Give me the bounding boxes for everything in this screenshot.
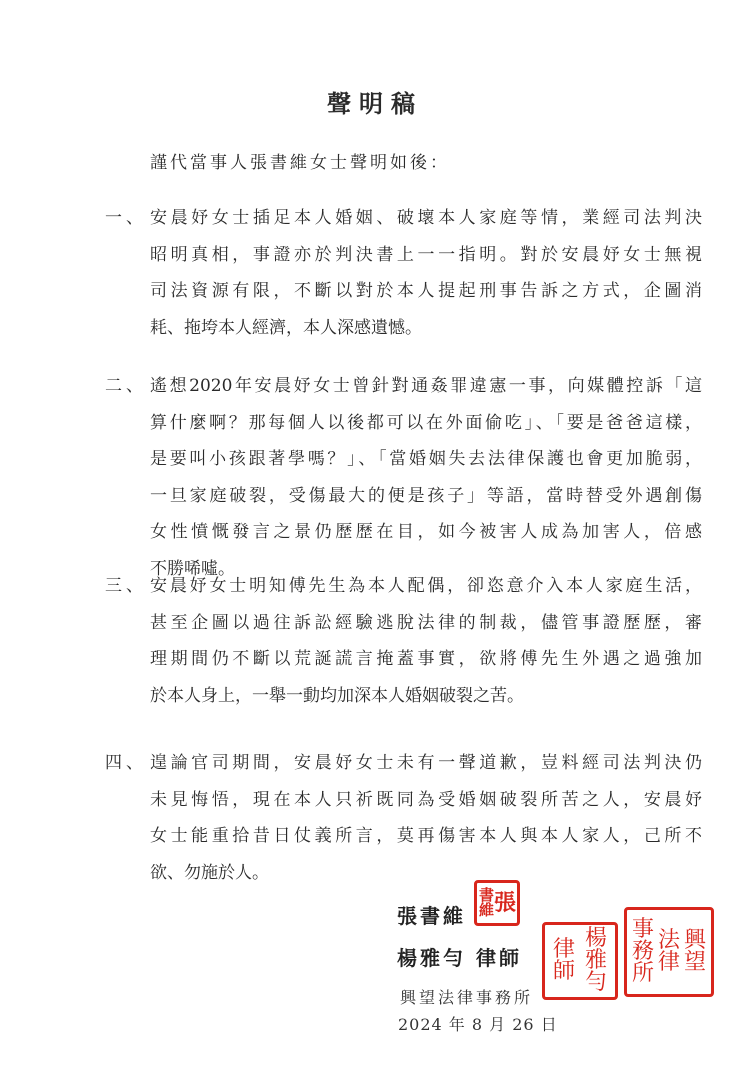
firm-name: 興望法律事務所 (400, 988, 534, 1007)
text-line: 欲、勿施於人。 (150, 862, 269, 883)
text-line: 安晨妤女士明知傅先生為本人配偶，卻恣意介入本人家庭生活， (150, 576, 702, 596)
section-number: 一、 (105, 208, 147, 228)
section-text (150, 748, 702, 894)
date: 2024 年 8 月 26 日 (398, 1015, 558, 1034)
text-line: 未見悔悟，現在本人只祈既同為受婚姻破裂所苦之人，安晨妤 (150, 789, 702, 810)
text-line: 遙想2020年安晨妤女士曾針對通姦罪違憲一事，向媒體控訴「這 (150, 376, 702, 396)
lawyer-signature: 楊雅勻 律師 (397, 946, 522, 970)
text-line: 女性憤慨發言之景仍歷歷在目，如今被害人成為加害人，倍感 (150, 522, 702, 543)
page-title: 聲明稿 (327, 89, 423, 118)
text-line: 於本人身上，一舉一動均加深本人婚姻破裂之苦。 (150, 685, 524, 706)
text-line: 不勝唏噓。 (150, 558, 235, 579)
section-text (150, 371, 702, 591)
firm-seal-stamp: 事 務 所 法 律 興 望 (624, 907, 714, 997)
intro-text: 謹代當事人張書維女士聲明如後： (150, 153, 450, 173)
text-line: 算什麼啊？那每個人以後都可以在外面偷吃」、「要是爸爸這樣， (150, 412, 702, 433)
section-number: 二、 (105, 376, 147, 396)
text-line: 耗、拖垮本人經濟，本人深感遺憾。 (150, 317, 422, 338)
text-line: 司法資源有限，不斷以對於本人提起刑事告訴之方式，企圖消 (150, 281, 702, 302)
text-line: 女士能重拾昔日仗義所言，莫再傷害本人與本人家人，己所不 (150, 826, 702, 847)
section-text (150, 203, 702, 349)
text-line: 甚至企圖以過往訴訟經驗逃脫法律的制裁，儘管事證歷歷，審 (150, 612, 702, 633)
text-line: 理期間仍不斷以荒誕謊言掩蓋事實，欲將傅先生外遇之過強加 (150, 649, 702, 670)
text-line: 一旦家庭破裂，受傷最大的便是孩子」等語，當時替受外遇創傷 (150, 485, 702, 506)
client-seal-stamp: 書 維 張 (474, 880, 520, 926)
section-text (150, 571, 702, 717)
section-number: 三、 (105, 576, 147, 596)
client-signature: 張書維 (397, 904, 466, 928)
lawyer-seal-stamp: 律 師 楊 雅 勻 (542, 922, 618, 1000)
text-line: 昭明真相，事證亦於判決書上一一指明。對於安晨妤女士無視 (150, 244, 702, 265)
text-line: 安晨妤女士插足本人婚姻、破壞本人家庭等情，業經司法判決 (150, 208, 702, 228)
text-line: 遑論官司期間，安晨妤女士未有一聲道歉，豈料經司法判決仍 (150, 753, 702, 773)
text-line: 是要叫小孩跟著學嗎？」、「當婚姻失去法律保護也會更加脆弱， (150, 449, 702, 470)
section-number: 四、 (105, 753, 147, 773)
